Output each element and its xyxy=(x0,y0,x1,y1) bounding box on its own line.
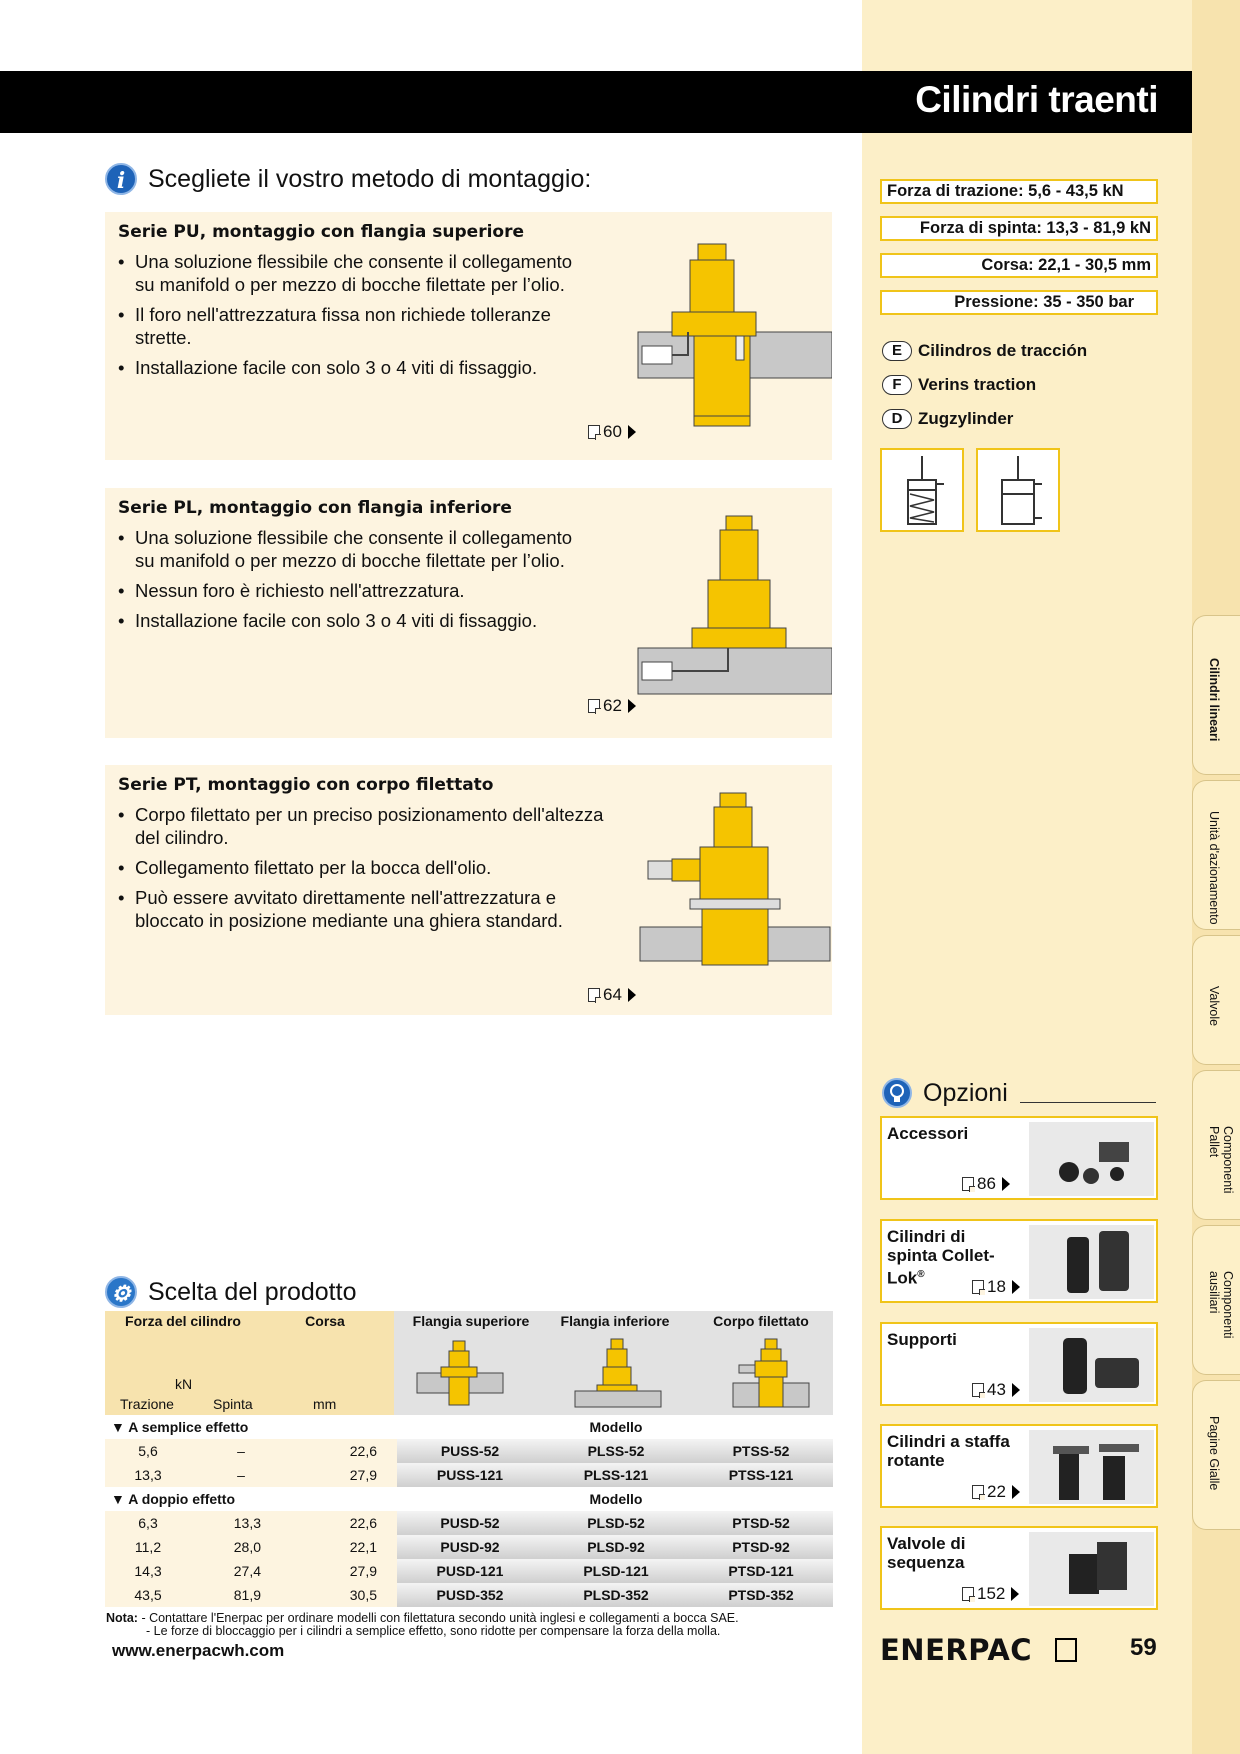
spec-pressure: Pressione: 35 - 350 bar xyxy=(880,290,1158,315)
language-text: Verins traction xyxy=(918,375,1037,394)
spec-stroke: Corsa: 22,1 - 30,5 mm xyxy=(880,253,1158,278)
option-valvole-sequenza[interactable] xyxy=(880,1526,1158,1610)
model-pu: PUSD-92 xyxy=(397,1535,543,1559)
language-row-d xyxy=(882,409,1013,429)
group-label: ▼ A doppio effetto xyxy=(111,1491,236,1507)
model-pt: PTSS-121 xyxy=(689,1463,833,1487)
push-value: 81,9 xyxy=(191,1583,291,1607)
info-icon: i xyxy=(105,163,137,195)
panel-pt-title: Serie PT, montaggio con corpo filettato xyxy=(118,775,494,795)
push-value: 13,3 xyxy=(191,1511,291,1535)
push-value: – xyxy=(191,1463,291,1487)
model-label: Modello xyxy=(589,1491,643,1507)
push-value: – xyxy=(191,1439,291,1463)
page-ref-link[interactable] xyxy=(588,985,636,1005)
page-icon xyxy=(588,699,600,713)
table-row xyxy=(105,1463,833,1487)
push-value: 28,0 xyxy=(191,1535,291,1559)
brand-mark-icon xyxy=(1055,1638,1077,1662)
product-header-left xyxy=(105,1311,833,1415)
bullet-item: • Corpo filettato per un preciso posizionamento dell'altezza del cilindro. xyxy=(105,803,605,849)
lower-flange-thumb xyxy=(573,1337,663,1409)
kn-unit: kN xyxy=(175,1376,193,1392)
page-ref-number: 18 xyxy=(987,1277,1006,1296)
tab-label: Pagine Gialle xyxy=(1207,1416,1221,1491)
model-pl: PLSD-352 xyxy=(543,1583,689,1607)
option-accessori[interactable] xyxy=(880,1116,1158,1200)
page-icon xyxy=(588,988,600,1002)
bullet-item: • Installazione facile con solo 3 o 4 viti di fissaggio. xyxy=(105,356,585,379)
tab-componenti-ausiliari[interactable] xyxy=(1192,1225,1240,1375)
panel-pt-bullets xyxy=(105,803,605,939)
model-pt: PTSD-52 xyxy=(689,1511,833,1535)
pull-header: Trazione xyxy=(120,1396,174,1412)
table-row xyxy=(105,1535,833,1559)
page-ref-link[interactable] xyxy=(962,1584,1019,1604)
model-pl: PLSS-121 xyxy=(543,1463,689,1487)
language-badge: D xyxy=(882,409,912,429)
spec-push-force: Forza di spinta: 13,3 - 81,9 kN xyxy=(880,216,1158,241)
force-header: Forza del cilindro xyxy=(125,1313,241,1329)
model-pl: PLSD-121 xyxy=(543,1559,689,1583)
push-value: 27,4 xyxy=(191,1559,291,1583)
pull-value: 6,3 xyxy=(105,1511,191,1535)
tab-label: Cilindri lineari xyxy=(1207,658,1221,742)
panel-pl-title: Serie PL, montaggio con flangia inferiore xyxy=(118,498,512,518)
table-row xyxy=(105,1439,833,1463)
model-label: Modello xyxy=(589,1419,643,1435)
stroke-header: Corsa xyxy=(305,1313,345,1329)
upper-flange-header: Flangia superiore xyxy=(412,1313,530,1329)
model-pl: PLSD-52 xyxy=(543,1511,689,1535)
pl-cylinder-drawing xyxy=(628,512,832,722)
option-label: Supporti xyxy=(887,1330,957,1349)
option-supporti[interactable] xyxy=(880,1322,1158,1406)
website-link[interactable]: www.enerpacwh.com xyxy=(112,1641,285,1660)
notes-label: Nota: xyxy=(106,1611,138,1625)
arrow-right-icon xyxy=(1002,1177,1010,1191)
bullet-item: • Installazione facile con solo 3 o 4 viti di fissaggio. xyxy=(105,609,585,632)
table-row xyxy=(105,1559,833,1583)
language-badge: E xyxy=(882,341,912,361)
lower-flange-header: Flangia inferiore xyxy=(560,1313,670,1329)
threaded-body-thumb xyxy=(725,1337,815,1409)
model-pt: PTSD-352 xyxy=(689,1583,833,1607)
page-number: 59 xyxy=(1130,1634,1157,1661)
bullet-item: • Il foro nell'attrezzatura fissa non richiede tolleranze strette. xyxy=(105,303,585,349)
panel-pl xyxy=(105,488,832,738)
stroke-value: 22,6 xyxy=(291,1511,397,1535)
page-ref-number: 152 xyxy=(977,1584,1006,1603)
double-acting-symbol xyxy=(976,448,1060,532)
product-section-title: Scelta del prodotto xyxy=(148,1278,357,1306)
page-ref-link[interactable] xyxy=(962,1174,1010,1194)
option-staffa-rotante[interactable] xyxy=(880,1424,1158,1508)
tab-label: Valvole xyxy=(1207,986,1221,1027)
note-line: - Contattare l'Enerpac per ordinare modelli con filettatura secondo unità inglesi e collegamenti a bocca SAE. xyxy=(141,1611,739,1625)
page-ref-number: 64 xyxy=(603,985,622,1004)
option-label: Valvole di sequenza xyxy=(887,1534,966,1572)
product-table xyxy=(105,1415,833,1607)
options-title-rule xyxy=(1020,1102,1156,1103)
pu-cylinder-drawing xyxy=(628,236,832,446)
panel-pu-title: Serie PU, montaggio con flangia superiore xyxy=(118,222,524,242)
registered-mark: ® xyxy=(917,1269,925,1280)
group-row-single xyxy=(105,1415,833,1439)
page-ref-link[interactable] xyxy=(972,1482,1020,1502)
options-title: Opzioni xyxy=(923,1079,1008,1107)
tab-componenti-pallet[interactable] xyxy=(1192,1070,1240,1220)
language-row-f xyxy=(882,375,1036,395)
option-label-text: Cilindri di spinta Collet-Lok xyxy=(887,1227,995,1288)
language-text: Zugzylinder xyxy=(918,409,1014,428)
bullet-item: • Una soluzione flessibile che consente il collegamento su manifold o per mezzo di bocche filettate per l’olio. xyxy=(105,250,585,296)
pull-value: 13,3 xyxy=(105,1463,191,1487)
arrow-right-icon xyxy=(1011,1587,1019,1601)
tab-cilindri-lineari[interactable] xyxy=(1192,615,1240,775)
accessori-photo xyxy=(1029,1122,1154,1196)
panel-pt xyxy=(105,765,832,1015)
threaded-body-header: Corpo filettato xyxy=(713,1313,809,1329)
model-pl: PLSS-52 xyxy=(543,1439,689,1463)
tab-label: Unità d'azionamento xyxy=(1207,811,1221,925)
mounting-section-title: Scegliete il vostro metodo di montaggio: xyxy=(148,165,592,193)
bullet-item: • Una soluzione flessibile che consente il collegamento su manifold o per mezzo di bocche filettate per l’olio. xyxy=(105,526,585,572)
note-line: - Le forze di bloccaggio per i cilindri a semplice effetto, sono ridotte per compensare la forza della molla. xyxy=(146,1624,721,1638)
language-badge: F xyxy=(882,375,912,395)
model-pu: PUSS-121 xyxy=(397,1463,543,1487)
page-icon xyxy=(962,1587,974,1601)
stroke-value: 27,9 xyxy=(291,1559,397,1583)
page-icon xyxy=(972,1485,984,1499)
arrow-right-icon xyxy=(1012,1485,1020,1499)
page-ref-number: 43 xyxy=(987,1380,1006,1399)
pull-value: 5,6 xyxy=(105,1439,191,1463)
pt-cylinder-drawing xyxy=(628,789,832,979)
page-icon xyxy=(972,1383,984,1397)
stroke-value: 27,9 xyxy=(291,1463,397,1487)
product-selection-icon: ⚙ xyxy=(105,1276,137,1308)
brand-logo: ENERPAC xyxy=(880,1633,1033,1667)
tab-valvole[interactable] xyxy=(1192,935,1240,1065)
page-ref-number: 22 xyxy=(987,1482,1006,1501)
single-acting-symbol-icon xyxy=(882,450,962,530)
valvole-sequenza-photo xyxy=(1029,1532,1154,1606)
model-pu: PUSS-52 xyxy=(397,1439,543,1463)
language-text: Cilindros de tracción xyxy=(918,341,1088,360)
spec-pull-force: Forza di trazione: 5,6 - 43,5 kN xyxy=(880,179,1158,204)
page-icon xyxy=(962,1177,974,1191)
page-title: Cilindri traenti xyxy=(915,79,1158,120)
page-ref-link[interactable] xyxy=(972,1277,1020,1297)
arrow-right-icon xyxy=(628,988,636,1002)
page-icon xyxy=(972,1280,984,1294)
lightbulb-icon xyxy=(882,1078,912,1108)
table-row xyxy=(105,1511,833,1535)
page-ref-number: 60 xyxy=(603,422,622,441)
arrow-right-icon xyxy=(1012,1383,1020,1397)
page-icon xyxy=(588,425,600,439)
group-row-double xyxy=(105,1487,833,1511)
option-collet-lok[interactable] xyxy=(880,1219,1158,1303)
model-pt: PTSS-52 xyxy=(689,1439,833,1463)
model-pl: PLSD-92 xyxy=(543,1535,689,1559)
stroke-value: 30,5 xyxy=(291,1583,397,1607)
pull-value: 14,3 xyxy=(105,1559,191,1583)
page-ref-link[interactable] xyxy=(972,1380,1020,1400)
panel-pl-bullets xyxy=(105,526,585,639)
group-label: ▼ A semplice effetto xyxy=(111,1419,249,1435)
collet-lok-photo xyxy=(1029,1225,1154,1299)
arrow-right-icon xyxy=(1012,1280,1020,1294)
mm-unit: mm xyxy=(313,1396,337,1412)
bullet-item: • Nessun foro è richiesto nell'attrezzatura. xyxy=(105,579,585,602)
bullet-item: • Collegamento filettato per la bocca dell'olio. xyxy=(105,856,605,879)
table-row xyxy=(105,1583,833,1607)
push-header: Spinta xyxy=(213,1396,253,1412)
option-label: Cilindri a staffa rotante xyxy=(887,1432,1010,1470)
model-pu: PUSD-52 xyxy=(397,1511,543,1535)
model-pu: PUSD-121 xyxy=(397,1559,543,1583)
pull-value: 43,5 xyxy=(105,1583,191,1607)
model-pt: PTSD-121 xyxy=(689,1559,833,1583)
model-pt: PTSD-92 xyxy=(689,1535,833,1559)
upper-flange-thumb xyxy=(415,1337,505,1409)
tab-label: Componenti ausiliari xyxy=(1207,1271,1235,1339)
option-label: Accessori xyxy=(887,1124,969,1143)
staffa-rotante-photo xyxy=(1029,1430,1154,1504)
single-acting-symbol xyxy=(880,448,964,532)
tab-label: Componenti Pallet xyxy=(1207,1126,1235,1194)
pull-value: 11,2 xyxy=(105,1535,191,1559)
page-ref-number: 86 xyxy=(977,1174,996,1193)
stroke-value: 22,1 xyxy=(291,1535,397,1559)
tab-unita-azionamento[interactable] xyxy=(1192,780,1240,930)
supporti-photo xyxy=(1029,1328,1154,1402)
language-row-e xyxy=(882,341,1087,361)
panel-pu xyxy=(105,212,832,460)
tab-pagine-gialle[interactable] xyxy=(1192,1380,1240,1530)
page-ref-number: 62 xyxy=(603,696,622,715)
bullet-item: • Può essere avvitato direttamente nell'attrezzatura e bloccato in posizione mediante una ghiera standard. xyxy=(105,886,605,932)
stroke-value: 22,6 xyxy=(291,1439,397,1463)
model-pu: PUSD-352 xyxy=(397,1583,543,1607)
panel-pu-bullets xyxy=(105,250,585,386)
double-acting-symbol-icon xyxy=(978,450,1058,530)
lightbulb-icon-glyph xyxy=(884,1080,910,1106)
